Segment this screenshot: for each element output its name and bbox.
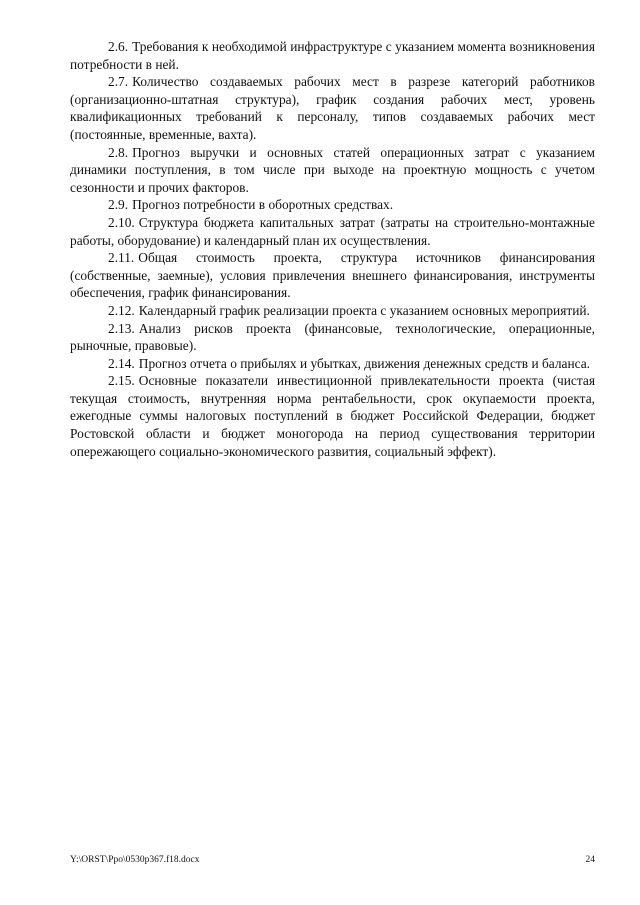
item-number: 2.9.	[108, 197, 129, 213]
page-number: 24	[585, 855, 595, 865]
list-item-2-14	[70, 355, 595, 373]
list-item-2-10	[70, 214, 595, 249]
item-number: 2.13.	[108, 320, 135, 336]
item-text: Требования к необходимой инфраструктуре с указанием момента возникновения потребности в ней.	[70, 39, 595, 72]
item-text: Общая стоимость проекта, структура источников финансирования (собственные, заемные), условия привлечения внешнего финансирования, инструменты обеспечения, график финансирования.	[70, 250, 595, 301]
list-item-2-12	[70, 302, 595, 320]
list-item-2-7	[70, 73, 595, 143]
item-text: Количество создаваемых рабочих мест в разрезе категорий работников (организационно-штатная структура), график создания рабочих мест, уровень квалификационных требований к персоналу, типов создаваемых рабочих мест (постоянные, временные, вахта).	[70, 74, 595, 142]
item-number: 2.14.	[108, 355, 135, 371]
list-item-2-15	[70, 372, 595, 460]
item-number: 2.6.	[108, 39, 129, 54]
item-text: Календарный график реализации проекта с указанием основных мероприятий.	[138, 302, 590, 318]
page-footer	[70, 853, 595, 867]
list-item-2-13	[70, 320, 595, 355]
document-body	[70, 38, 595, 460]
item-text: Основные показатели инвестиционной привлекательности проекта (чистая текущая стоимость, внутренняя норма рентабельности, срок окупаемости проекта, ежегодные суммы налоговых поступлений в бюджет Российской Федерации, бюджет Ростовской области и бюджет моногорода на период существования территории опережающего социально-экономического развития, социальный эффект).	[70, 373, 595, 459]
item-text: Структура бюджета капитальных затрат (затраты на строительно-монтажные работы, оборудование) и календарный план их осуществления.	[70, 214, 595, 248]
item-text: Прогноз выручки и основных статей операционных затрат с указанием динамики поступления, в том числе при выходе на проектную мощность с учетом сезонности и прочих факторов.	[70, 144, 595, 195]
list-item-2-9	[70, 196, 595, 214]
list-item-2-6	[70, 38, 595, 73]
item-number: 2.15.	[108, 373, 135, 389]
item-number: 2.10.	[108, 214, 135, 230]
item-number: 2.8.	[108, 144, 129, 160]
item-text: Прогноз отчета о прибылях и убытках, движения денежных средств и баланса.	[138, 355, 591, 371]
list-item-2-11	[70, 249, 595, 302]
file-path: Y:\ORST\Ppo\0530p367.f18.docx	[70, 855, 200, 865]
item-number: 2.12.	[108, 302, 135, 318]
item-number: 2.11.	[108, 250, 135, 266]
list-item-2-8	[70, 144, 595, 197]
item-number: 2.7.	[108, 74, 129, 90]
item-text: Анализ рисков проекта (финансовые, технологические, операционные, рыночные, правовые).	[70, 320, 595, 354]
item-text: Прогноз потребности в оборотных средствах.	[132, 197, 394, 213]
